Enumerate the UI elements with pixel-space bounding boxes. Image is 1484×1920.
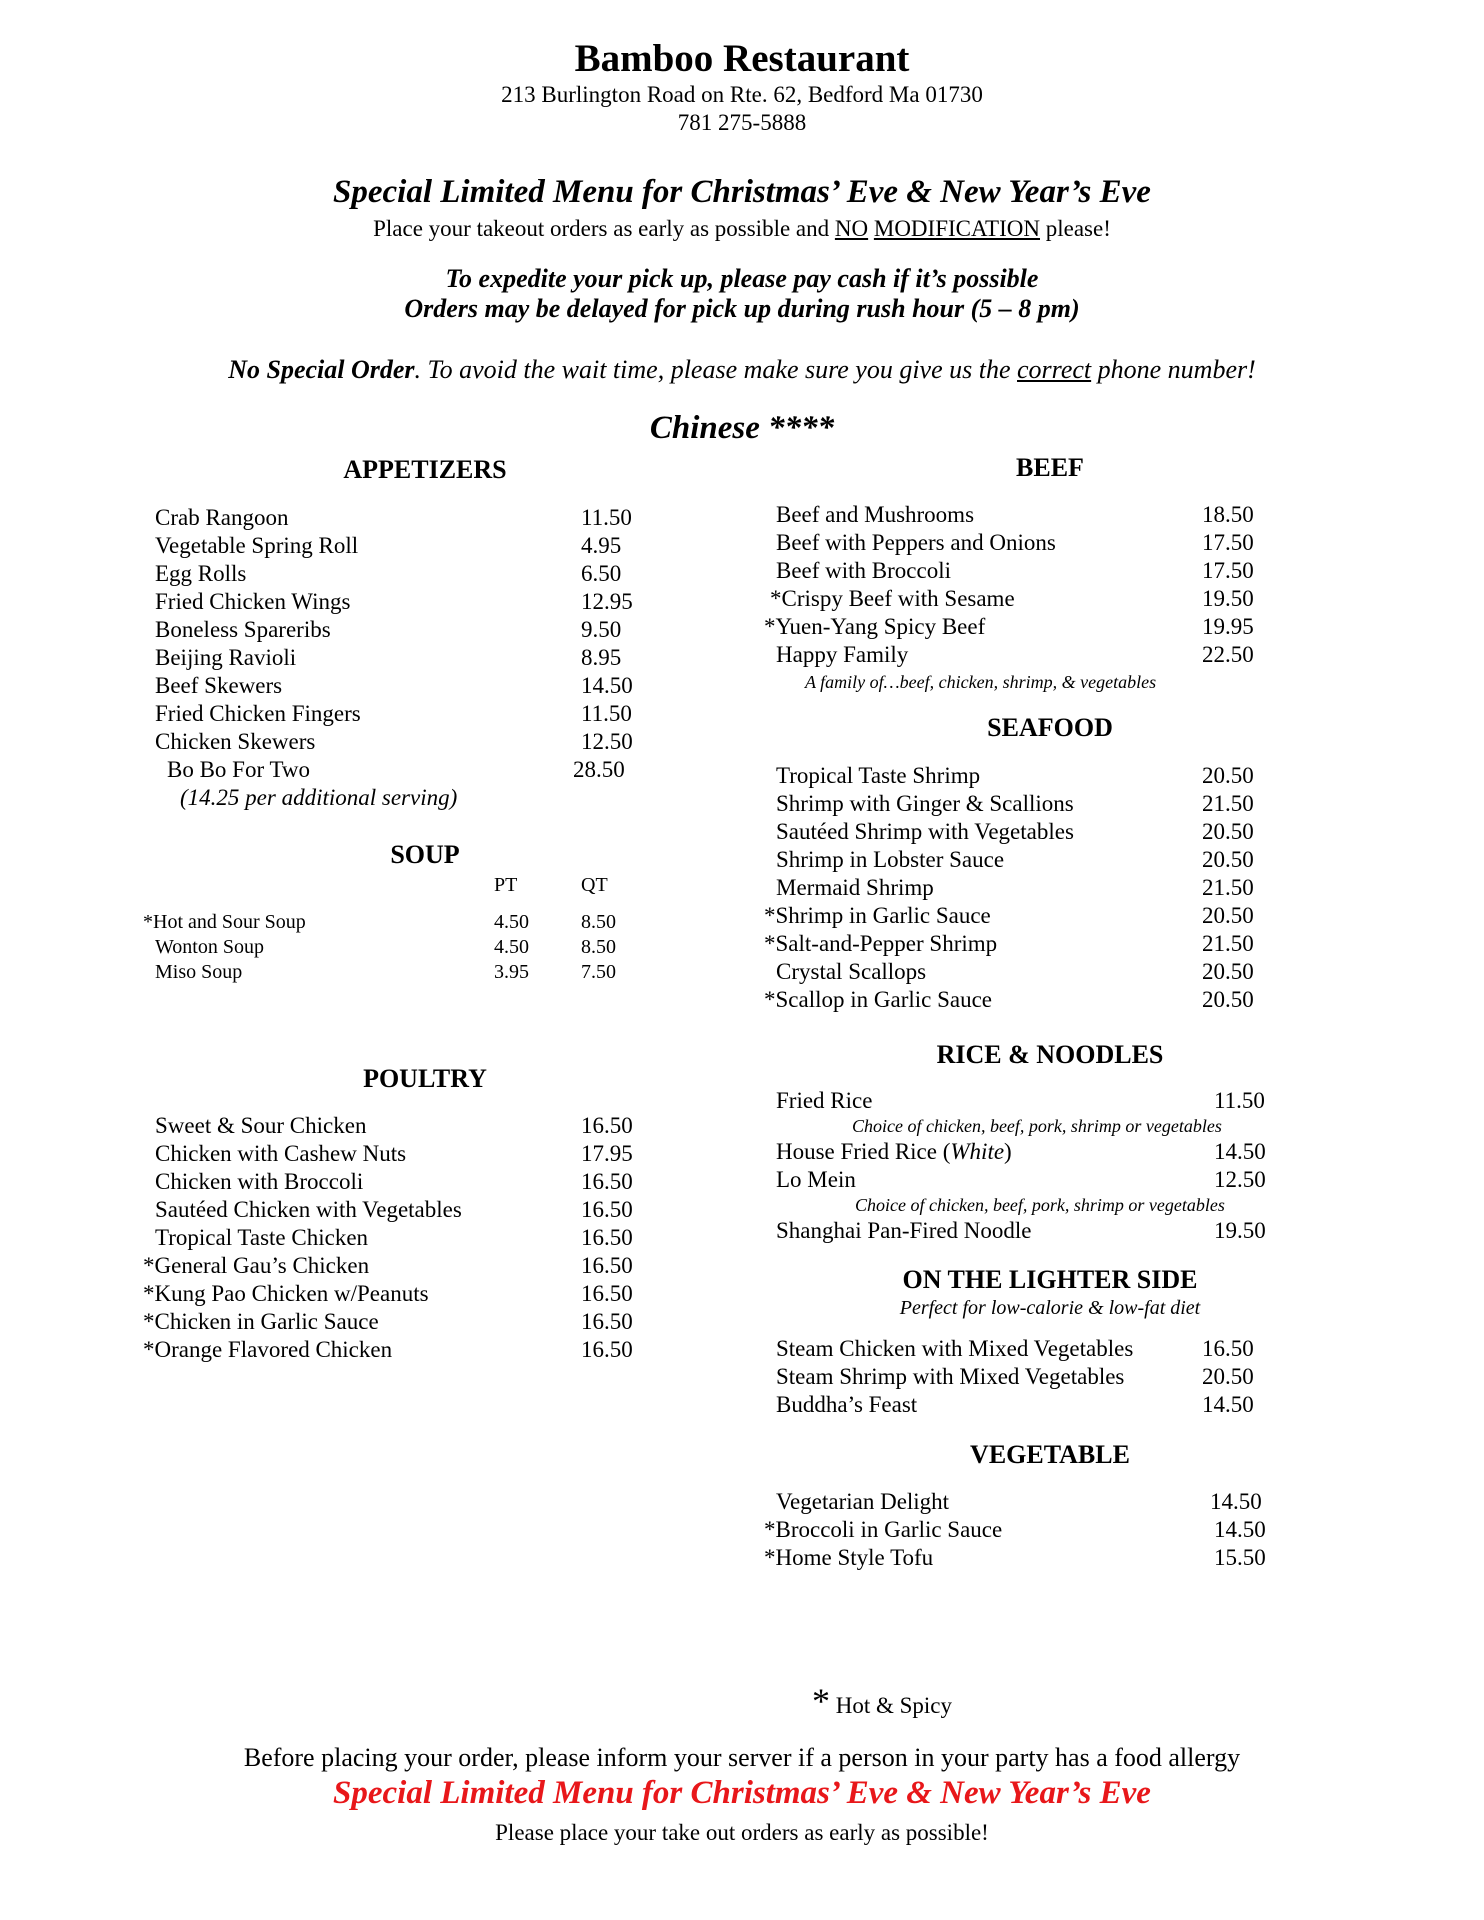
restaurant-address: 213 Burlington Road on Rte. 62, Bedford Ma 01730 [501, 82, 983, 107]
menu-item-price: 14.50 [1210, 1489, 1262, 1514]
soup-item-pint-price: 3.95 [494, 961, 529, 983]
takeout-text: Place your takeout orders as early as possible and [373, 216, 835, 241]
soup-pint-header: PT [494, 874, 518, 896]
menu-item-price: 16.50 [581, 1113, 633, 1138]
menu-item-name: Vegetable Spring Roll [155, 533, 359, 558]
no-special-order-correct: correct [1017, 355, 1092, 384]
takeout-instructions [0, 216, 1484, 242]
menu-item-name: Beef with Peppers and Onions [776, 530, 1056, 555]
menu-item-name: *Chicken in Garlic Sauce [143, 1309, 379, 1334]
menu-item-name: *General Gau’s Chicken [143, 1253, 370, 1278]
menu-item-price: 21.50 [1202, 875, 1254, 900]
menu-item-price: 17.50 [1202, 530, 1254, 555]
special-menu-title-footer: Special Limited Menu for Christmas’ Eve & New Year’s Eve [333, 1775, 1151, 1811]
poultry-heading: POULTRY [363, 1064, 487, 1093]
takeout-reminder: Please place your take out orders as early as possible! [495, 1820, 989, 1845]
menu-item-name: Bo Bo For Two [167, 757, 311, 782]
menu-item-price: 14.50 [581, 673, 633, 698]
menu-item-price: 16.50 [581, 1225, 633, 1250]
expedite-line-2: Orders may be delayed for pick up during rush hour (5 – 8 pm) [404, 294, 1080, 323]
happy-family-note: A family of…beef, chicken, shrimp, & vegetables [805, 672, 1157, 692]
menu-item-name: *Crispy Beef with Sesame [770, 586, 1015, 611]
soup-heading: SOUP [390, 840, 460, 869]
menu-item-price: 21.50 [1202, 791, 1254, 816]
menu-item-price: 12.50 [581, 729, 633, 754]
menu-item-price: 16.50 [581, 1169, 633, 1194]
menu-item-price: 17.95 [581, 1141, 633, 1166]
lighter-side-heading: ON THE LIGHTER SIDE [902, 1265, 1198, 1294]
menu-item-name: Chicken Skewers [155, 729, 316, 754]
menu-item-name: Steam Chicken with Mixed Vegetables [776, 1336, 1134, 1361]
menu-item-price: 4.95 [581, 533, 622, 558]
menu-item-price: 16.50 [581, 1253, 633, 1278]
restaurant-name: Bamboo Restaurant [574, 37, 910, 80]
menu-item-name: Beef and Mushrooms [776, 502, 975, 527]
soup-quart-header: QT [581, 874, 608, 896]
no-special-order-end: phone number! [1091, 355, 1256, 384]
bo-bo-additional-serving-note: (14.25 per additional serving) [180, 785, 458, 810]
menu-item-price: 21.50 [1202, 931, 1254, 956]
soup-item-name: *Hot and Sour Soup [143, 911, 306, 933]
soup-item-quart-price: 7.50 [581, 961, 616, 983]
menu-item-price: 19.50 [1202, 586, 1254, 611]
menu-item-name: Tropical Taste Chicken [155, 1225, 369, 1250]
soup-item-pint-price: 4.50 [494, 936, 529, 958]
menu-item-name: Beef Skewers [155, 673, 283, 698]
vegetable-heading: VEGETABLE [970, 1440, 1130, 1469]
menu-item-name: Steam Shrimp with Mixed Vegetables [776, 1364, 1125, 1389]
menu-item-price: 16.50 [581, 1197, 633, 1222]
menu-item-price: 20.50 [1202, 903, 1254, 928]
menu-item-name: *Orange Flavored Chicken [143, 1337, 393, 1362]
menu-item-name: Shrimp with Ginger & Scallions [776, 791, 1074, 816]
no-special-order-bold: No Special Order [228, 355, 415, 384]
menu-item-name: Buddha’s Feast [776, 1392, 918, 1417]
menu-item-price: 20.50 [1202, 1364, 1254, 1389]
menu-item-name: Fried Chicken Fingers [155, 701, 361, 726]
menu-item-name: Happy Family [776, 642, 909, 667]
menu-item-name: Beef with Broccoli [776, 558, 952, 583]
house-rice-close: ) [1004, 1139, 1012, 1164]
menu-item-price: 16.50 [581, 1337, 633, 1362]
legend-text: Hot & Spicy [829, 1693, 953, 1718]
rice-noodles-heading: RICE & NOODLES [936, 1040, 1164, 1069]
allergy-notice: Before placing your order, please inform your server if a person in your party has a food allergy [243, 1743, 1241, 1772]
menu-item-name: Lo Mein [776, 1167, 856, 1192]
menu-item-price: 17.50 [1202, 558, 1254, 583]
menu-item-price: 15.50 [1214, 1545, 1266, 1570]
menu-item-price: 8.95 [581, 645, 622, 670]
menu-item-price: 20.50 [1202, 763, 1254, 788]
menu-item-price: 20.50 [1202, 987, 1254, 1012]
no-special-order-text: . To avoid the wait time, please make sure you give us the [414, 355, 1018, 384]
menu-item-price: 11.50 [581, 505, 632, 530]
menu-item-name: *Kung Pao Chicken w/Peanuts [143, 1281, 429, 1306]
menu-item-price: 14.50 [1202, 1392, 1254, 1417]
menu-item-name: Beijing Ravioli [155, 645, 297, 670]
menu-item-price: 11.50 [1214, 1088, 1265, 1113]
menu-item-price: 20.50 [1202, 819, 1254, 844]
menu-item-price: 14.50 [1214, 1139, 1266, 1164]
menu-item-price: 16.50 [581, 1309, 633, 1334]
menu-item-name: Crystal Scallops [776, 959, 927, 984]
lo-mein-choice-note: Choice of chicken, beef, pork, shrimp or vegetables [855, 1195, 1225, 1215]
lighter-side-subtitle: Perfect for low-calorie & low-fat diet [899, 1297, 1201, 1319]
menu-item-name: Shrimp in Lobster Sauce [776, 847, 1005, 872]
fried-rice-choice-note: Choice of chicken, beef, pork, shrimp or vegetables [852, 1116, 1222, 1136]
menu-item-price: 12.95 [581, 589, 633, 614]
cuisine-heading: Chinese **** [649, 410, 835, 446]
legend-star-icon: * [811, 1681, 830, 1721]
menu-item-price: 16.50 [1202, 1336, 1254, 1361]
appetizers-heading: APPETIZERS [343, 455, 507, 484]
menu-item-name: *Home Style Tofu [764, 1545, 934, 1570]
restaurant-phone: 781 275-5888 [677, 110, 807, 135]
seafood-heading: SEAFOOD [987, 713, 1113, 742]
menu-item-name: Shanghai Pan-Fired Noodle [776, 1218, 1032, 1243]
soup-item-pint-price: 4.50 [494, 911, 529, 933]
menu-item-name: Vegetarian Delight [776, 1489, 950, 1514]
menu-item-price: 9.50 [581, 617, 622, 642]
menu-item-price: 19.50 [1214, 1218, 1266, 1243]
takeout-no: NO [834, 216, 869, 241]
menu-item-name: Tropical Taste Shrimp [776, 763, 981, 788]
takeout-modification: MODIFICATION [873, 216, 1040, 241]
house-rice-white: White [950, 1139, 1005, 1164]
menu-item-price: 14.50 [1214, 1517, 1266, 1542]
menu-item-price: 28.50 [573, 757, 625, 782]
expedite-line-1: To expedite your pick up, please pay cash if it’s possible [445, 264, 1039, 293]
menu-item-price: 12.50 [1214, 1167, 1266, 1192]
menu-item-name: *Broccoli in Garlic Sauce [764, 1517, 1003, 1542]
menu-item-price: 16.50 [581, 1281, 633, 1306]
menu-item-name: Fried Rice [776, 1088, 873, 1113]
menu-item-price: 22.50 [1202, 642, 1254, 667]
menu-item-price: 19.95 [1202, 614, 1254, 639]
menu-item-name: Chicken with Broccoli [155, 1169, 364, 1194]
beef-heading: BEEF [1016, 453, 1084, 482]
menu-item-price: 18.50 [1202, 502, 1254, 527]
soup-item-quart-price: 8.50 [581, 936, 616, 958]
menu-item-price: 6.50 [581, 561, 622, 586]
menu-item-price: 20.50 [1202, 959, 1254, 984]
menu-item-name: Boneless Spareribs [155, 617, 331, 642]
menu-item-name: Crab Rangoon [155, 505, 289, 530]
special-menu-title: Special Limited Menu for Christmas’ Eve & New Year’s Eve [333, 174, 1151, 210]
soup-item-name: Miso Soup [155, 961, 243, 983]
no-special-order-notice [0, 355, 1484, 385]
menu-item-name: Sautéed Chicken with Vegetables [155, 1197, 462, 1222]
house-rice-text: House Fried Rice ( [776, 1139, 951, 1164]
takeout-please: please! [1040, 216, 1111, 241]
soup-item-quart-price: 8.50 [581, 911, 616, 933]
menu-item-name: Mermaid Shrimp [776, 875, 934, 900]
menu-item-name: Sautéed Shrimp with Vegetables [776, 819, 1074, 844]
soup-item-name: Wonton Soup [155, 936, 264, 958]
menu-item-price: 11.50 [581, 701, 632, 726]
menu-item-name: *Salt-and-Pepper Shrimp [764, 931, 998, 956]
menu-item-price: 20.50 [1202, 847, 1254, 872]
hot-spicy-legend [140, 1680, 1484, 1722]
menu-item-name [776, 1139, 1012, 1165]
menu-item-name: Egg Rolls [155, 561, 247, 586]
menu-item-name: *Yuen-Yang Spicy Beef [764, 614, 986, 639]
menu-item-name: *Shrimp in Garlic Sauce [764, 903, 991, 928]
menu-item-name: Sweet & Sour Chicken [155, 1113, 367, 1138]
menu-item-name: Chicken with Cashew Nuts [155, 1141, 407, 1166]
menu-item-name: *Scallop in Garlic Sauce [764, 987, 993, 1012]
menu-item-name: Fried Chicken Wings [155, 589, 351, 614]
